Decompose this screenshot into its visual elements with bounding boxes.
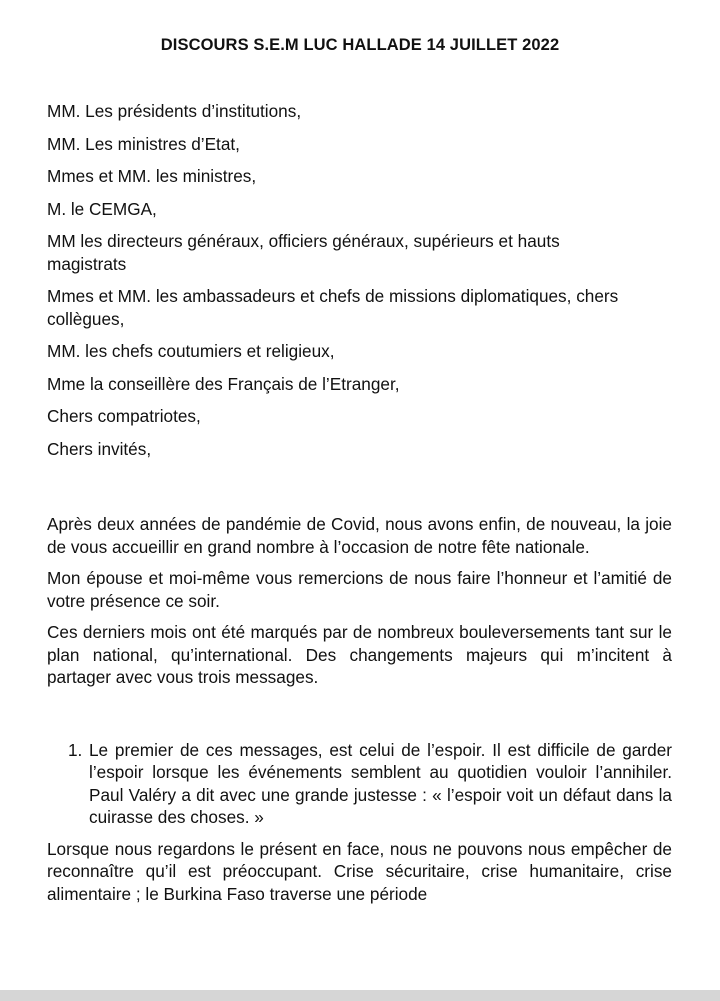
numbered-list-item [47,739,672,829]
list-item-text: Le premier de ces messages, est celui de l’espoir. Il est difficile de garder l’espoir lorsque les événements semblent au quotidien vouloir l’annihiler. Paul Valéry a dit avec une grande justesse : « l’espoir voit un défaut dans la cuirasse des choses. » [89,739,672,827]
list-number: 1. [68,739,83,760]
salutation-line: M. le CEMGA, [47,198,157,219]
salutation-line: MM les directeurs généraux, officiers généraux, supérieurs et hauts magistrats [47,231,560,274]
salutation-line: Mmes et MM. les ambassadeurs et chefs de missions diplomatiques, chers collègues, [47,286,619,329]
paragraph: Lorsque nous regardons le présent en face, nous ne pouvons nous empêcher de reconnaître qu’il est préoccupant. Crise sécuritaire, crise humanitaire, crise alimentaire ; le Burkina Faso traverse une période [47,838,672,904]
salutation-line: MM. les chefs coutumiers et religieux, [47,341,335,361]
salutations-block [47,100,687,470]
paragraph: Mon épouse et moi-même vous remercions de nous faire l’honneur et l’amitié de votre présence ce soir. [47,568,672,611]
salutation-line: Chers compatriotes, [47,406,201,426]
spacer [47,698,672,739]
salutation-line: MM. Les présidents d’institutions, [47,101,302,121]
page-bottom-edge [0,990,720,1001]
salutation-line: Chers invités, [47,438,152,459]
salutation-line: Mmes et MM. les ministres, [47,166,257,186]
salutation-line: Mme la conseillère des Français de l’Etranger, [47,373,400,394]
document-title: DISCOURS S.E.M LUC HALLADE 14 JUILLET 2022 [160,36,560,54]
paragraph: Ces derniers mois ont été marqués par de nombreux bouleversements tant sur le plan national, qu’international. Des changements majeurs qui m’incitent à partager avec vous trois messages. [47,622,672,687]
paragraph: Après deux années de pandémie de Covid, nous avons enfin, de nouveau, la joie de vous accueillir en grand nombre à l’occasion de notre fête nationale. [47,514,672,557]
salutation-line: MM. Les ministres d’Etat, [47,133,240,154]
speech-body [47,513,672,914]
